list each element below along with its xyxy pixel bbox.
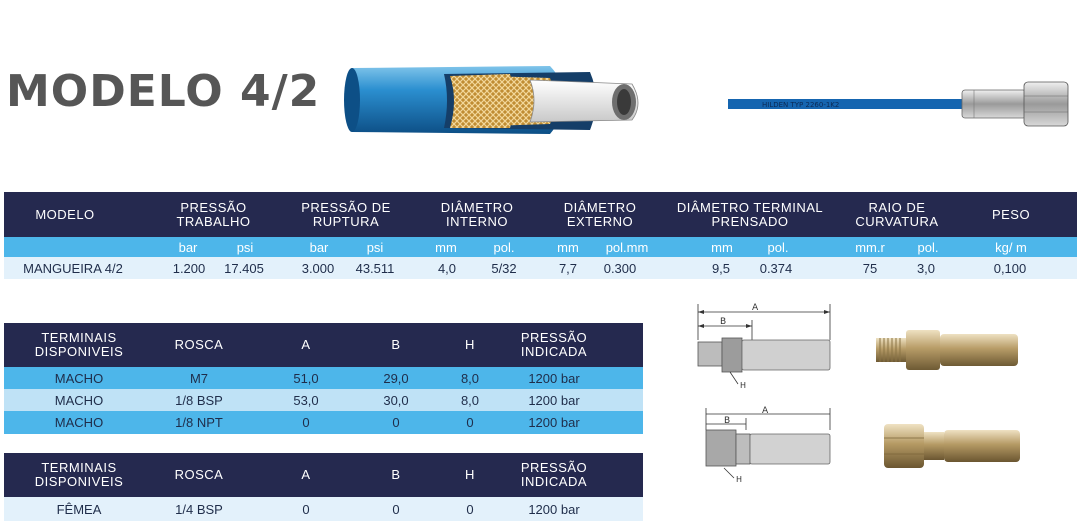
header-peso: PESO: [991, 206, 1031, 222]
unit-cell: psi: [366, 239, 384, 255]
cell-pressao: 1200 bar: [528, 370, 580, 386]
page-title: MODELO 4/2: [6, 66, 321, 117]
cell-rosca: M7: [189, 370, 209, 386]
unit-cell: pol.: [767, 239, 789, 255]
unit-cell: pol.: [917, 239, 939, 255]
cell-h: 8,0: [460, 370, 480, 386]
header-rosca: ROSCA: [174, 467, 224, 482]
male-terminals-header: [4, 323, 643, 367]
cell-value: 4,0: [437, 260, 457, 276]
cell-a: 53,0: [293, 392, 319, 408]
unit-cell: psi: [236, 239, 254, 255]
cell-b: 29,0: [383, 370, 409, 386]
cell-value: 1.200: [172, 260, 206, 276]
unit-cell: mm.r: [855, 239, 885, 255]
table-row: [4, 257, 1077, 279]
cell-value: 17.405: [224, 260, 264, 276]
header-rosca: ROSCA: [174, 337, 224, 352]
cell-value: 0.300: [603, 260, 637, 276]
hose-cutaway-image: [340, 58, 650, 142]
cell-terminal: MACHO: [54, 415, 104, 430]
male-fitting-diagram: [690, 300, 840, 395]
cell-value: 5/32: [491, 260, 517, 276]
dimension-label-a: A: [752, 303, 759, 313]
cell-h: 0: [466, 415, 474, 430]
table-row: [4, 367, 643, 389]
header-pressao-trabalho: PRESSÃO TRABALHO: [176, 199, 251, 229]
header-h: H: [465, 467, 475, 482]
unit-cell: mm: [557, 239, 579, 255]
unit-cell: pol.mm: [605, 239, 649, 255]
male-fitting-photo: [874, 322, 1020, 378]
unit-cell: mm: [711, 239, 733, 255]
cell-b: 30,0: [383, 392, 409, 408]
dimension-label-a: A: [762, 406, 769, 416]
dimension-label-b: B: [724, 416, 731, 426]
cell-a: 0: [302, 501, 310, 517]
cell-value: 43.511: [355, 260, 395, 276]
table-row: [4, 411, 643, 434]
unit-cell: kg/ m: [995, 239, 1027, 255]
cell-value: 3,0: [916, 260, 936, 276]
dimension-label-h: H: [740, 381, 747, 390]
unit-cell: bar: [309, 239, 329, 255]
header-pressao-ruptura: PRESSÃO DE RUPTURA: [301, 199, 391, 229]
cell-b: 0: [392, 415, 400, 430]
header-pressao-indicada: PRESSÃO INDICADA: [520, 330, 588, 359]
cell-a: 51,0: [293, 370, 319, 386]
header-raio-curvatura: RAIO DE CURVATURA: [855, 199, 939, 229]
cell-b: 0: [392, 501, 400, 517]
hose-print-text: HILDEN TYP 2260-1K2: [762, 101, 840, 109]
cell-value: 3.000: [301, 260, 335, 276]
female-terminals-header: [4, 453, 643, 497]
cell-pressao: 1200 bar: [528, 415, 580, 430]
cell-a: 0: [302, 415, 310, 430]
table-row: [4, 389, 643, 411]
header-terminais: TERMINAIS DISPONIVEIS: [34, 330, 124, 359]
header-diametro-terminal: DIÂMETRO TERMINAL PRENSADO: [676, 199, 824, 229]
cell-terminal: FÊMEA: [56, 501, 102, 517]
dimension-label-b: B: [720, 317, 727, 327]
unit-cell: pol.: [493, 239, 515, 255]
cell-h: 8,0: [460, 392, 480, 408]
cell-pressao: 1200 bar: [528, 501, 580, 517]
header-modelo: MODELO: [35, 206, 95, 222]
header-diametro-interno: DIÂMETRO INTERNO: [440, 199, 514, 229]
header-a: A: [301, 467, 311, 482]
female-fitting-photo: [882, 418, 1022, 474]
header-pressao-indicada: PRESSÃO INDICADA: [520, 460, 588, 489]
cell-rosca: 1/8 NPT: [175, 415, 223, 430]
unit-cell: bar: [178, 239, 198, 255]
header-diametro-externo: DIÂMETRO EXTERNO: [563, 199, 637, 229]
dimension-label-h: H: [736, 475, 743, 484]
main-table-units: [4, 237, 1077, 257]
cell-value: 0,100: [993, 260, 1027, 276]
cell-terminal: MACHO: [54, 370, 104, 386]
header-a: A: [301, 337, 311, 352]
cell-pressao: 1200 bar: [528, 392, 580, 408]
cell-modelo: MANGUEIRA 4/2: [23, 260, 123, 276]
cell-value: 75: [862, 260, 878, 276]
cell-rosca: 1/4 BSP: [175, 501, 223, 517]
female-fitting-diagram: [696, 406, 840, 486]
cell-value: 9,5: [711, 260, 731, 276]
header-b: B: [391, 337, 401, 352]
unit-cell: mm: [435, 239, 457, 255]
header-b: B: [391, 467, 401, 482]
cell-terminal: MACHO: [54, 392, 104, 408]
cell-h: 0: [466, 501, 474, 517]
table-row: [4, 497, 643, 521]
cell-value: 7,7: [558, 260, 578, 276]
cell-rosca: 1/8 BSP: [175, 392, 223, 408]
cell-value: 0.374: [759, 260, 793, 276]
hose-assembly-image: [728, 70, 1078, 140]
header-h: H: [465, 337, 475, 352]
main-table-header: [4, 192, 1077, 237]
header-terminais: TERMINAIS DISPONIVEIS: [34, 460, 124, 489]
